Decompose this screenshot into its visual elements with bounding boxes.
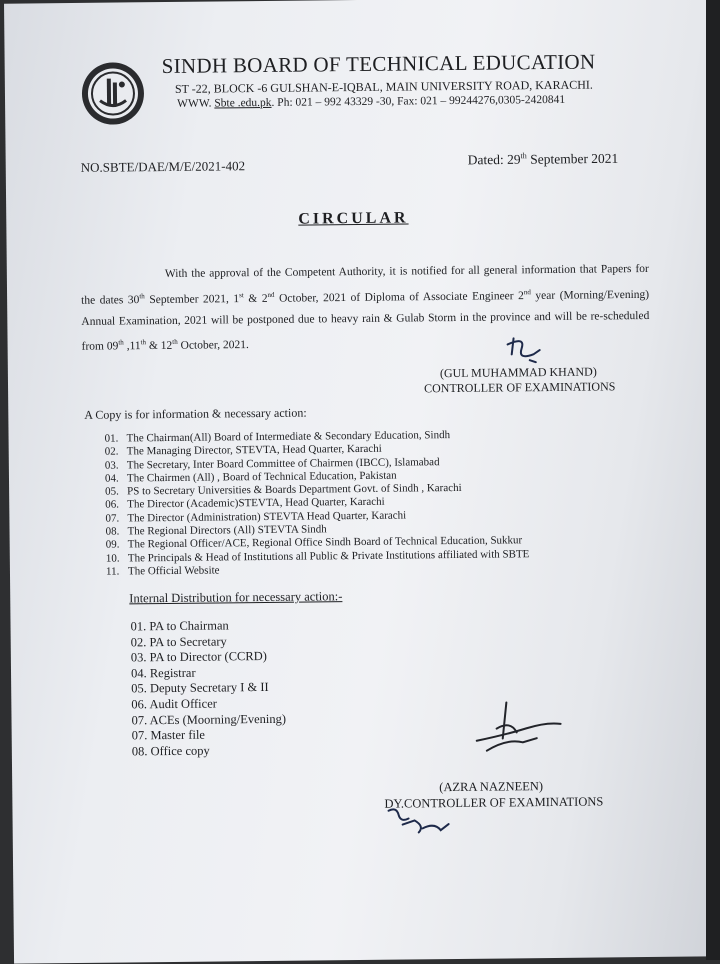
date-sup: th <box>520 151 527 161</box>
list-item: 03. The Secretary, Inter Board Committee of Chairmen (IBCC), Islamabad <box>104 455 440 472</box>
reference-number: NO.SBTE/DAE/M/E/2021-402 <box>80 158 246 175</box>
internal-distribution-list <box>130 618 286 760</box>
list-item: 04. Registrar <box>130 665 196 681</box>
signatory2-designation: DY.CONTROLLER OF EXAMINATIONS <box>384 794 604 811</box>
list-item: 08. The Regional Directors (All) STEVTA Sindh <box>105 523 327 538</box>
date-prefix: Dated: 29 <box>467 151 521 168</box>
handwritten-initials <box>384 804 464 839</box>
list-item: 01. The Chairman(All) Board of Intermediate & Secondary Education, Sindh <box>104 429 451 445</box>
list-item: 02. PA to Secretary <box>130 633 227 649</box>
internal-distribution-heading: Internal Distribution for necessary action:- <box>129 589 343 606</box>
list-item: 08. Office copy <box>131 743 210 759</box>
date-line <box>468 150 619 168</box>
list-item: 06. Audit Officer <box>131 696 217 712</box>
website-link[interactable]: Sbte .edu.pk <box>214 96 272 110</box>
list-item: 10. The Principals & Head of Institutions all Public & Private Institutions affiliated with SBTE <box>105 547 530 565</box>
copy-list <box>105 428 530 579</box>
list-item: 03. PA to Director (CCRD) <box>130 649 267 665</box>
document-title: CIRCULAR <box>298 209 409 228</box>
contact-suffix: . Ph: 021 – 992 43329 -30, Fax: 021 – 99244276,0305-2420841 <box>271 93 566 109</box>
list-item: 04. The Chairmen (All) , Board of Technical Education, Pakistan <box>104 469 397 485</box>
contact-prefix: WWW. <box>177 97 215 110</box>
circular-body <box>81 259 650 359</box>
organization-name: SINDH BOARD OF TECHNICAL EDUCATION <box>161 49 596 79</box>
list-item: 07. Master file <box>131 727 206 743</box>
list-item: 07. The Director (Administration) STEVTA Head Quarter, Karachi <box>105 509 407 525</box>
signatory2-name: (AZRA NAZNEEN) <box>439 779 544 795</box>
copy-intro: A Copy is for information & necessary action: <box>84 405 307 422</box>
deputy-controller-signature <box>466 698 567 759</box>
list-item: 01. PA to Chairman <box>130 618 229 634</box>
sbte-seal-logo <box>80 60 147 127</box>
body-paragraph: With the approval of the Competent Authority, it is notified for all general information that Papers for the dates 30th September 2021, 1st & 2nd October, 2021 of Diploma of Associate Engineer 2nd year (Morning/Evening) Annual Examination, 2021 will be postponed due to heavy rain & Gulab Storm in the province and will be re-scheduled from 09th ,11th & 12th October, 2021. <box>81 262 650 354</box>
list-item: 02. The Managing Director, STEVTA, Head Quarter, Karachi <box>104 443 382 458</box>
list-item: 09. The Regional Officer/ACE, Regional Office Sindh Board of Technical Education, Sukkur <box>105 534 523 552</box>
signatory1-name: (GUL MUHAMMAD KHAND) <box>439 364 597 381</box>
controller-signature <box>506 334 546 364</box>
signatory1-designation: CONTROLLER OF EXAMINATIONS <box>423 379 616 396</box>
organization-address: ST -22, BLOCK -6 GULSHAN-E-IQBAL, MAIN UNIVERSITY ROAD, KARACHI. <box>174 77 593 96</box>
page-edge-shadow <box>706 0 720 960</box>
document-page <box>4 0 720 964</box>
date-suffix: September 2021 <box>526 150 619 167</box>
list-item: 07. ACEs (Moorning/Evening) <box>131 711 287 727</box>
list-item: 06. The Director (Academic)STEVTA, Head Quarter, Karachi <box>105 496 385 512</box>
list-item: 05. Deputy Secretary I & II <box>131 680 269 696</box>
list-item: 05. PS to Secretary Universities & Boards Department Govt. of Sindh , Karachi <box>105 482 462 498</box>
list-item: 11. The Official Website <box>105 564 220 578</box>
